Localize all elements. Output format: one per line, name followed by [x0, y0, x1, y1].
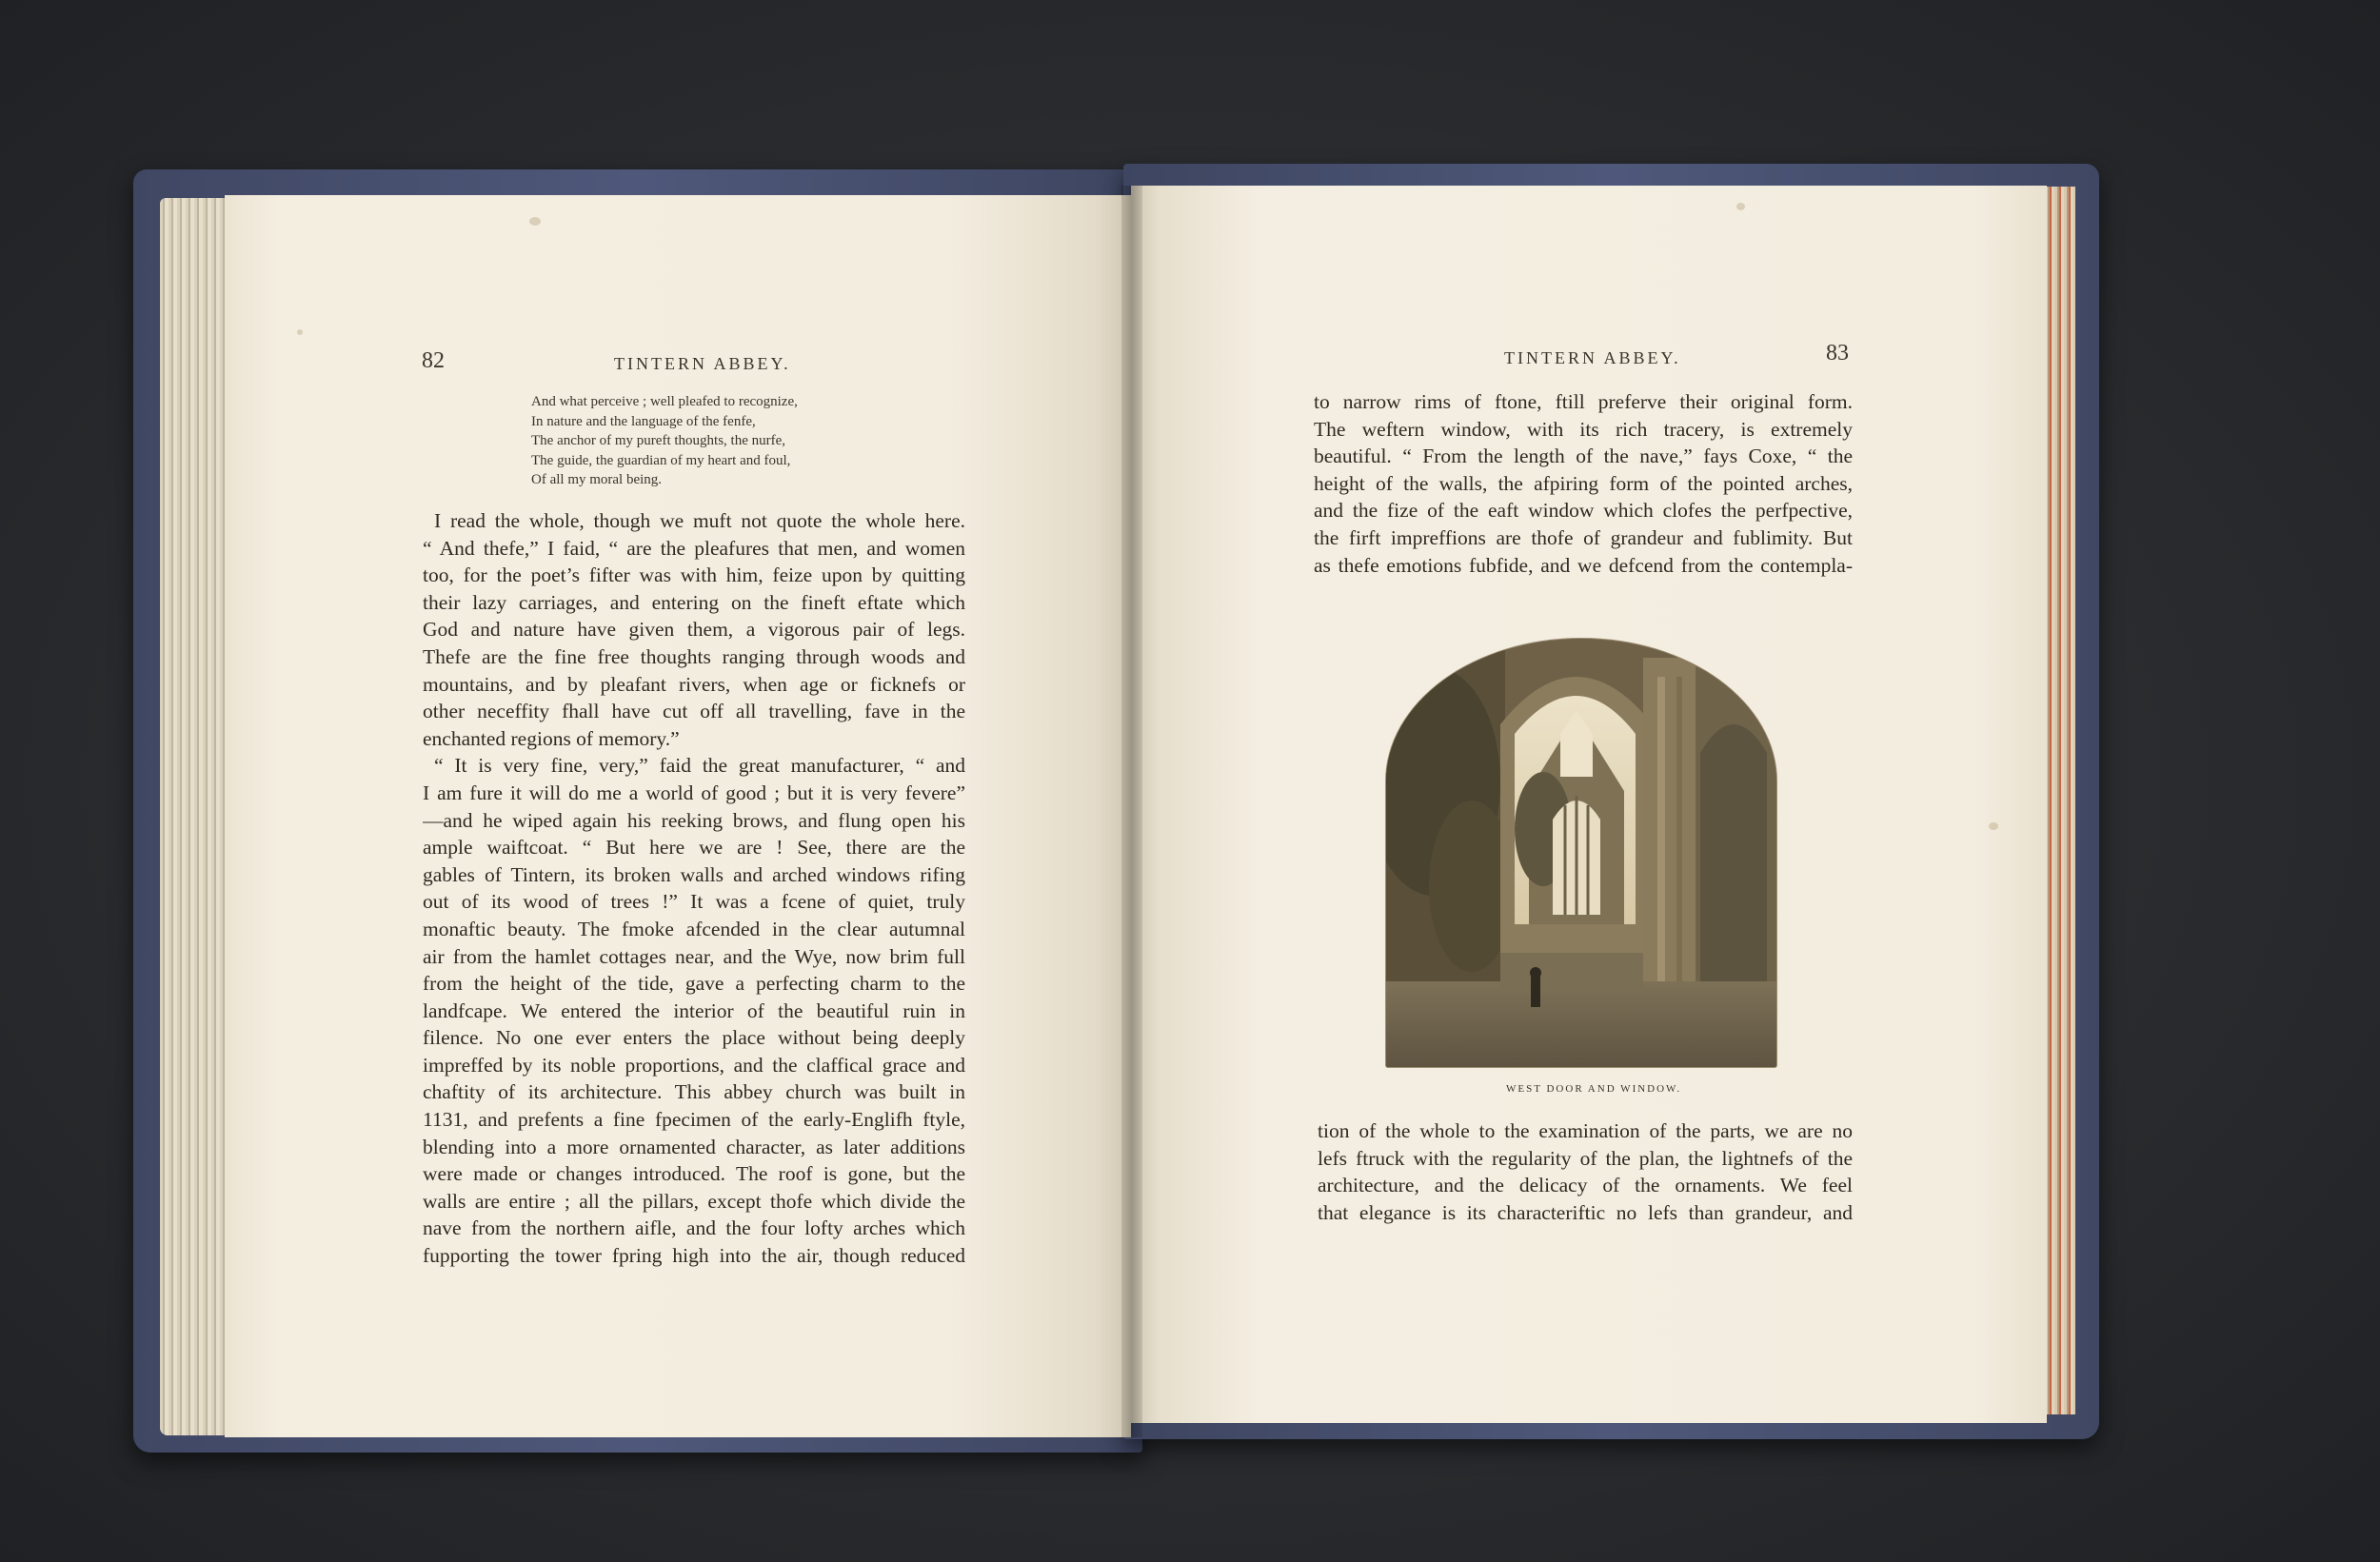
- book-gutter: [1121, 186, 1142, 1437]
- text-line: —and he wiped again his reeking brows, and flung open his: [423, 808, 965, 832]
- text-line: that elegance is its characteriftic no lefs than grandeur, and: [1318, 1200, 1853, 1224]
- abbey-photograph: [1386, 639, 1776, 1067]
- running-head-left: TINTERN ABBEY.: [614, 354, 791, 373]
- text-line: air from the hamlet cottages near, and the Wye, now brim full: [423, 944, 965, 968]
- right-body-text-top: [1314, 388, 1853, 579]
- text-line: ample waiftcoat. “ But here we are ! See, there are the: [423, 836, 965, 860]
- running-head-right: TINTERN ABBEY.: [1504, 348, 1681, 367]
- poem-line: And what perceive ; well pleafed to recognize,: [531, 394, 798, 409]
- text-line: “ It is very fine, very,” faid the great manufacturer, “ and: [434, 754, 965, 778]
- text-line: The weftern window, with its rich tracery, is extremely: [1314, 417, 1853, 441]
- page-edges-left: [160, 198, 228, 1435]
- text-line: 1131, and prefents a fine fpecimen of the early-Englifh ftyle,: [423, 1108, 965, 1132]
- poem-line: The anchor of my pureft thoughts, the nurfe,: [531, 433, 786, 448]
- poem-excerpt: [531, 392, 836, 490]
- paper-stain: [1989, 822, 1998, 830]
- text-line: enchanted regions of memory.”: [423, 726, 680, 750]
- text-line: nave from the northern aifle, and the four lofty arches which: [423, 1216, 965, 1240]
- text-line: their lazy carriages, and entering on the fineft eftate which: [423, 590, 965, 614]
- text-line: “ And thefe,” I faid, “ are the pleafures that men, and women: [423, 536, 965, 560]
- text-line: mountains, and by pleafant rivers, when age or ficknefs or: [423, 672, 965, 696]
- page-number-right: 83: [1826, 341, 1849, 366]
- text-line: too, for the poet’s fifter was with him, feize upon by quitting: [423, 564, 965, 587]
- text-line: and the fize of the eaft window which clofes the perfpective,: [1314, 499, 1853, 523]
- text-line: lefs ftruck with the regularity of the plan, the lightnefs of the: [1318, 1146, 1853, 1170]
- paper-stain: [297, 329, 303, 335]
- text-line: God and nature have given them, a vigorous pair of legs.: [423, 618, 965, 642]
- text-line: to narrow rims of ftone, ftill preferve their original form.: [1314, 390, 1853, 413]
- text-line: other neceffity fhall have cut off all travelling, fave in the: [423, 700, 965, 723]
- text-line: height of the walls, the afpiring form of the pointed arches,: [1314, 471, 1853, 495]
- text-line: fupporting the tower fpring high into the air, though reduced: [423, 1244, 965, 1268]
- text-line: I am fure it will do me a world of good ; but it is very fevere”: [423, 781, 965, 804]
- text-line: architecture, and the delicacy of the ornaments. We feel: [1318, 1174, 1853, 1197]
- page-number-left: 82: [422, 348, 445, 373]
- poem-line: The guide, the guardian of my heart and foul,: [531, 452, 791, 468]
- text-line: walls are entire ; all the pillars, except thofe which divide the: [423, 1189, 965, 1213]
- text-line: chaftity of its architecture. This abbey church was built in: [423, 1080, 965, 1104]
- text-line: Thefe are the fine free thoughts ranging through woods and: [423, 644, 965, 668]
- poem-line: In nature and the language of the fenfe,: [531, 413, 756, 429]
- text-line: landfcape. We entered the interior of the beautiful ruin in: [423, 998, 965, 1022]
- paper-stain: [1736, 203, 1745, 210]
- text-line: were made or changes introduced. The roof is gone, but the: [423, 1162, 965, 1186]
- left-body-text: [423, 507, 965, 1270]
- page-edges-right: [2045, 187, 2075, 1414]
- right-body-text-bottom: [1318, 1117, 1853, 1226]
- text-line: impreffed by its noble proportions, and the claffical grace and: [423, 1053, 965, 1077]
- text-line: tion of the whole to the examination of the parts, we are no: [1318, 1119, 1853, 1142]
- photo-caption: WEST DOOR AND WINDOW.: [1506, 1083, 1682, 1095]
- text-line: monaftic beauty. The fmoke afcended in the clear autumnal: [423, 917, 965, 940]
- paper-stain: [529, 217, 541, 226]
- photo-illustration: [1386, 639, 1776, 1067]
- text-line: the firft impreffions are thofe of grandeur and fublimity. But: [1314, 525, 1853, 549]
- text-line: I read the whole, though we muft not quote the whole here.: [434, 509, 965, 532]
- text-line: from the height of the tide, gave a perfecting charm to the: [423, 972, 965, 996]
- text-line: filence. No one ever enters the place without being deeply: [423, 1026, 965, 1050]
- text-line: gables of Tintern, its broken walls and arched windows rifing: [423, 862, 965, 886]
- text-line: out of its wood of trees !” It was a fcene of quiet, truly: [423, 890, 965, 914]
- text-line: as thefe emotions fubfide, and we defcend from the contempla-: [1314, 553, 1853, 577]
- poem-line: Of all my moral being.: [531, 472, 663, 487]
- text-line: blending into a more ornamented character, as later additions: [423, 1135, 965, 1158]
- text-line: beautiful. “ From the length of the nave,” fays Coxe, “ the: [1314, 445, 1853, 468]
